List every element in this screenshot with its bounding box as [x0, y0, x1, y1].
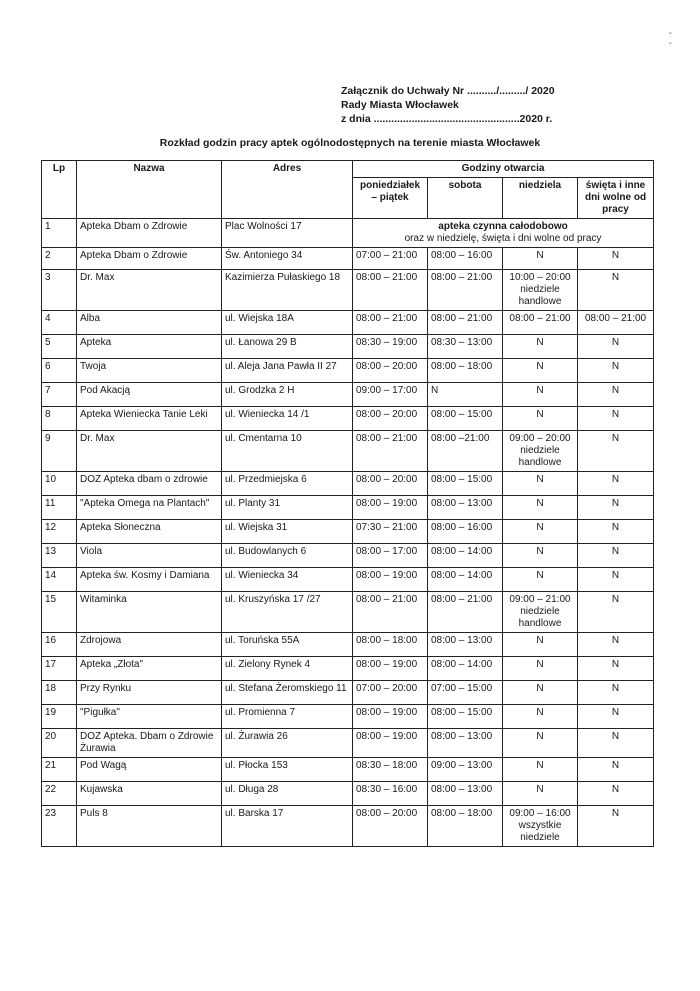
cell-lp: 19 [42, 705, 77, 729]
table-row [42, 359, 654, 383]
cell-swieta: N [578, 806, 654, 847]
cell-swieta: N [578, 782, 654, 806]
cell-swieta: N [578, 359, 654, 383]
cell-adres: ul. Barska 17 [222, 806, 353, 847]
cell-sobota: 08:00 – 15:00 [428, 472, 503, 496]
cell-nazwa: DOZ Apteka dbam o zdrowie [77, 472, 222, 496]
cell-niedziela: N [503, 248, 578, 270]
table-row [42, 431, 654, 472]
column-header-swieta: święta i inne dni wolne od pracy [578, 178, 654, 219]
cell-niedziela: N [503, 335, 578, 359]
table-row [42, 633, 654, 657]
cell-pon-pt: 08:00 – 19:00 [353, 729, 428, 758]
council-name: Rady Miasta Włocławek [341, 99, 459, 111]
cell-swieta: N [578, 270, 654, 311]
cell-lp: 6 [42, 359, 77, 383]
cell-sobota: 08:00 –21:00 [428, 431, 503, 472]
table-row [42, 729, 654, 758]
cell-sobota: 09:00 – 13:00 [428, 758, 503, 782]
cell-niedziela: N [503, 544, 578, 568]
column-header-nazwa: Nazwa [77, 161, 222, 219]
cell-adres: ul. Długa 28 [222, 782, 353, 806]
column-header-godziny: Godziny otwarcia [353, 161, 654, 178]
cell-swieta: N [578, 383, 654, 407]
cell-niedziela: N [503, 633, 578, 657]
cell-adres: ul. Łanowa 29 B [222, 335, 353, 359]
cell-adres: ul. Przedmiejska 6 [222, 472, 353, 496]
cell-nazwa: Apteka Słoneczna [77, 520, 222, 544]
cell-sobota: 08:00 – 18:00 [428, 359, 503, 383]
cell-nazwa: Pod Akacją [77, 383, 222, 407]
cell-niedziela: 09:00 – 20:00 niedziele handlowe [503, 431, 578, 472]
resolution-date: z dnia ..................................................2020 r. [341, 113, 553, 125]
cell-niedziela: N [503, 681, 578, 705]
cell-sobota: 08:00 – 13:00 [428, 782, 503, 806]
table-row [42, 544, 654, 568]
cell-niedziela: 08:00 – 21:00 [503, 311, 578, 335]
cell-sobota: 08:00 – 13:00 [428, 729, 503, 758]
cell-adres: ul. Płocka 153 [222, 758, 353, 782]
cell-pon-pt: 08:00 – 20:00 [353, 407, 428, 431]
cell-niedziela: N [503, 359, 578, 383]
document-header [341, 84, 555, 126]
cell-adres: Plac Wolności 17 [222, 219, 353, 248]
cell-pon-pt: 08:00 – 21:00 [353, 592, 428, 633]
cell-sobota: 08:00 – 14:00 [428, 544, 503, 568]
cell-pon-pt: 08:00 – 21:00 [353, 270, 428, 311]
cell-niedziela: N [503, 705, 578, 729]
cell-swieta: N [578, 729, 654, 758]
cell-swieta: N [578, 496, 654, 520]
cell-nazwa: Puls 8 [77, 806, 222, 847]
column-header-niedziela: niedziela [503, 178, 578, 219]
cell-adres: ul. Stefana Żeromskiego 11 [222, 681, 353, 705]
cell-nazwa: DOZ Apteka. Dbam o Zdrowie Żurawia [77, 729, 222, 758]
cell-nazwa: Apteka Dbam o Zdrowie [77, 248, 222, 270]
table-row [42, 407, 654, 431]
cell-swieta: N [578, 407, 654, 431]
cell-adres: ul. Planty 31 [222, 496, 353, 520]
cell-nazwa: Alba [77, 311, 222, 335]
cell-nazwa: Apteka [77, 335, 222, 359]
resolution-reference: Załącznik do Uchwały Nr ........../........./ 2020 [341, 85, 555, 97]
cell-sobota: N [428, 383, 503, 407]
cell-swieta: N [578, 657, 654, 681]
cell-nazwa: Przy Rynku [77, 681, 222, 705]
cell-pon-pt: 07:00 – 21:00 [353, 248, 428, 270]
cell-lp: 8 [42, 407, 77, 431]
cell-pon-pt: 08:30 – 19:00 [353, 335, 428, 359]
table-row [42, 496, 654, 520]
cell-adres: ul. Promienna 7 [222, 705, 353, 729]
cell-adres: ul. Zielony Rynek 4 [222, 657, 353, 681]
cell-lp: 5 [42, 335, 77, 359]
cell-nazwa: Apteka św. Kosmy i Damiana [77, 568, 222, 592]
cell-adres: ul. Aleja Jana Pawła II 27 [222, 359, 353, 383]
cell-swieta: N [578, 592, 654, 633]
table-row [42, 592, 654, 633]
cell-adres: ul. Kruszyńska 17 /27 [222, 592, 353, 633]
cell-lp: 22 [42, 782, 77, 806]
cell-nazwa: "Pigułka" [77, 705, 222, 729]
cell-nazwa: Apteka „Złota" [77, 657, 222, 681]
cell-swieta: N [578, 472, 654, 496]
column-header-sobota: sobota [428, 178, 503, 219]
cell-nazwa: Apteka Dbam o Zdrowie [77, 219, 222, 248]
cell-niedziela: 10:00 – 20:00 niedziele handlowe [503, 270, 578, 311]
cell-sobota: 08:00 – 14:00 [428, 657, 503, 681]
cell-swieta: N [578, 633, 654, 657]
cell-adres: ul. Wieniecka 14 /1 [222, 407, 353, 431]
cell-sobota: 07:00 – 15:00 [428, 681, 503, 705]
cell-adres: ul. Żurawia 26 [222, 729, 353, 758]
cell-niedziela: N [503, 407, 578, 431]
table-row [42, 248, 654, 270]
cell-sobota: 08:00 – 15:00 [428, 705, 503, 729]
cell-lp: 20 [42, 729, 77, 758]
cell-nazwa: Twoja [77, 359, 222, 383]
cell-lp: 4 [42, 311, 77, 335]
cell-sobota: 08:00 – 16:00 [428, 520, 503, 544]
cell-continuous-hours [353, 219, 654, 248]
cell-niedziela: N [503, 729, 578, 758]
column-header-lp: Lp [42, 161, 77, 219]
cell-niedziela: N [503, 568, 578, 592]
cell-pon-pt: 08:00 – 21:00 [353, 431, 428, 472]
table-row [42, 311, 654, 335]
cell-adres: ul. Wieniecka 34 [222, 568, 353, 592]
cell-niedziela: N [503, 657, 578, 681]
cell-lp: 21 [42, 758, 77, 782]
cell-pon-pt: 07:00 – 20:00 [353, 681, 428, 705]
cell-adres: ul. Wiejska 31 [222, 520, 353, 544]
cell-niedziela: N [503, 520, 578, 544]
cell-sobota: 08:00 – 21:00 [428, 270, 503, 311]
cell-lp: 12 [42, 520, 77, 544]
table-row [42, 335, 654, 359]
margin-mark-top: - [668, 28, 672, 39]
cell-swieta: 08:00 – 21:00 [578, 311, 654, 335]
table-row [42, 219, 654, 248]
cell-pon-pt: 08:30 – 18:00 [353, 758, 428, 782]
cell-lp: 15 [42, 592, 77, 633]
cell-nazwa: Zdrojowa [77, 633, 222, 657]
cell-nazwa: Kujawska [77, 782, 222, 806]
document-title: Rozkład godzin pracy aptek ogólnodostępnych na terenie miasta Włocławek [159, 137, 541, 149]
cell-adres: ul. Wiejska 18A [222, 311, 353, 335]
cell-adres: ul. Cmentarna 10 [222, 431, 353, 472]
cell-pon-pt: 08:00 – 19:00 [353, 496, 428, 520]
cell-swieta: N [578, 431, 654, 472]
cell-adres: Św. Antoniego 34 [222, 248, 353, 270]
cell-pon-pt: 08:00 – 19:00 [353, 657, 428, 681]
table-row [42, 568, 654, 592]
table-row [42, 383, 654, 407]
cell-nazwa: Apteka Wieniecka Tanie Leki [77, 407, 222, 431]
cell-nazwa: Dr. Max [77, 270, 222, 311]
cell-lp: 7 [42, 383, 77, 407]
cell-sobota: 08:00 – 13:00 [428, 496, 503, 520]
pharmacy-schedule-table [41, 160, 654, 847]
cell-swieta: N [578, 248, 654, 270]
cell-sobota: 08:00 – 14:00 [428, 568, 503, 592]
column-header-pon-pt: poniedziałek – piątek [353, 178, 428, 219]
cell-niedziela: N [503, 383, 578, 407]
header-row-top [42, 161, 654, 178]
cell-adres: ul. Toruńska 55A [222, 633, 353, 657]
cell-lp: 10 [42, 472, 77, 496]
cell-sobota: 08:30 – 13:00 [428, 335, 503, 359]
cell-lp: 11 [42, 496, 77, 520]
cell-lp: 17 [42, 657, 77, 681]
cell-sobota: 08:00 – 16:00 [428, 248, 503, 270]
cell-pon-pt: 08:00 – 18:00 [353, 633, 428, 657]
cell-sobota: 08:00 – 18:00 [428, 806, 503, 847]
cell-pon-pt: 08:30 – 16:00 [353, 782, 428, 806]
cell-adres: ul. Budowlanych 6 [222, 544, 353, 568]
column-header-adres: Adres [222, 161, 353, 219]
cell-niedziela: 09:00 – 21:00 niedziele handlowe [503, 592, 578, 633]
cell-lp: 23 [42, 806, 77, 847]
cell-nazwa: Witaminka [77, 592, 222, 633]
cell-pon-pt: 08:00 – 17:00 [353, 544, 428, 568]
cell-swieta: N [578, 758, 654, 782]
cell-lp: 16 [42, 633, 77, 657]
cell-pon-pt: 07:30 – 21:00 [353, 520, 428, 544]
cell-pon-pt: 09:00 – 17:00 [353, 383, 428, 407]
cell-pon-pt: 08:00 – 19:00 [353, 568, 428, 592]
cell-swieta: N [578, 544, 654, 568]
cell-swieta: N [578, 568, 654, 592]
cell-lp: 13 [42, 544, 77, 568]
cell-pon-pt: 08:00 – 20:00 [353, 472, 428, 496]
cell-niedziela: N [503, 496, 578, 520]
cell-nazwa: "Apteka Omega na Plantach" [77, 496, 222, 520]
cell-lp: 9 [42, 431, 77, 472]
cell-pon-pt: 08:00 – 20:00 [353, 359, 428, 383]
cell-swieta: N [578, 520, 654, 544]
cell-sobota: 08:00 – 13:00 [428, 633, 503, 657]
cell-niedziela: 09:00 – 16:00 wszystkie niedziele [503, 806, 578, 847]
continuous-note: oraz w niedzielę, święta i dni wolne od pracy [404, 233, 602, 244]
cell-lp: 18 [42, 681, 77, 705]
cell-sobota: 08:00 – 21:00 [428, 592, 503, 633]
cell-niedziela: N [503, 758, 578, 782]
margin-mark-second: - [668, 38, 672, 49]
cell-swieta: N [578, 681, 654, 705]
cell-adres: ul. Grodzka 2 H [222, 383, 353, 407]
cell-sobota: 08:00 – 15:00 [428, 407, 503, 431]
cell-pon-pt: 08:00 – 19:00 [353, 705, 428, 729]
cell-lp: 2 [42, 248, 77, 270]
table-row [42, 705, 654, 729]
cell-niedziela: N [503, 782, 578, 806]
cell-niedziela: N [503, 472, 578, 496]
table-row [42, 472, 654, 496]
table-row [42, 657, 654, 681]
cell-lp: 14 [42, 568, 77, 592]
cell-nazwa: Pod Wagą [77, 758, 222, 782]
table-row [42, 681, 654, 705]
cell-swieta: N [578, 705, 654, 729]
cell-sobota: 08:00 – 21:00 [428, 311, 503, 335]
continuous-label: apteka czynna całodobowo [438, 221, 568, 232]
cell-lp: 3 [42, 270, 77, 311]
table-row [42, 270, 654, 311]
table-row [42, 520, 654, 544]
table-row [42, 758, 654, 782]
cell-adres: Kazimierza Pułaskiego 18 [222, 270, 353, 311]
cell-lp: 1 [42, 219, 77, 248]
cell-nazwa: Dr. Max [77, 431, 222, 472]
table-row [42, 782, 654, 806]
table-row [42, 806, 654, 847]
cell-nazwa: Viola [77, 544, 222, 568]
cell-pon-pt: 08:00 – 20:00 [353, 806, 428, 847]
cell-pon-pt: 08:00 – 21:00 [353, 311, 428, 335]
cell-swieta: N [578, 335, 654, 359]
